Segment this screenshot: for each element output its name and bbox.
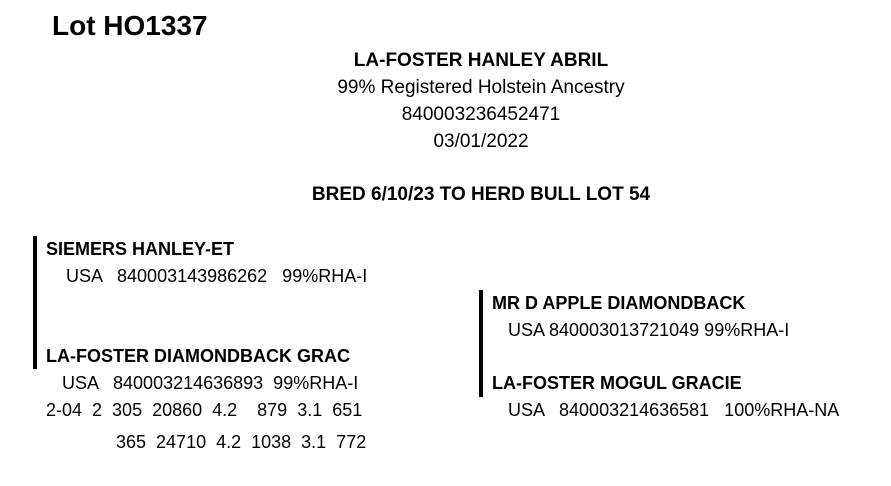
sire-name: SIEMERS HANLEY-ET (46, 239, 235, 259)
lot-title: Lot HO1337 (52, 10, 208, 41)
dam-record-2: 365 24710 4.2 1038 3.1 772 (116, 432, 367, 452)
dam-name: LA-FOSTER DIAMONDBACK GRAC (46, 346, 350, 366)
sire-info: USA 840003143986262 99%RHA-I (66, 266, 368, 286)
dams-sire-name: MR D APPLE DIAMONDBACK (492, 293, 746, 313)
animal-ancestry: 99% Registered Holstein Ancestry (337, 77, 625, 98)
dams-dam-name: LA-FOSTER MOGUL GRACIE (492, 373, 742, 393)
bred-note: BRED 6/10/23 TO HERD BULL LOT 54 (311, 184, 651, 205)
dams-dam-info: USA 840003214636581 100%RHA-NA (508, 400, 840, 420)
dam-record-1: 2-04 2 305 20860 4.2 879 3.1 651 (46, 400, 363, 420)
animal-id: 840003236452471 (401, 104, 561, 125)
animal-dob: 03/01/2022 (433, 131, 529, 152)
pedigree-bracket-right (479, 290, 483, 397)
dams-sire-info: USA 840003013721049 99%RHA-I (508, 320, 790, 340)
pedigree-bracket-left (33, 236, 37, 369)
animal-name: LA-FOSTER HANLEY ABRIL (353, 50, 609, 71)
dam-info: USA 840003214636893 99%RHA-I (62, 373, 359, 393)
